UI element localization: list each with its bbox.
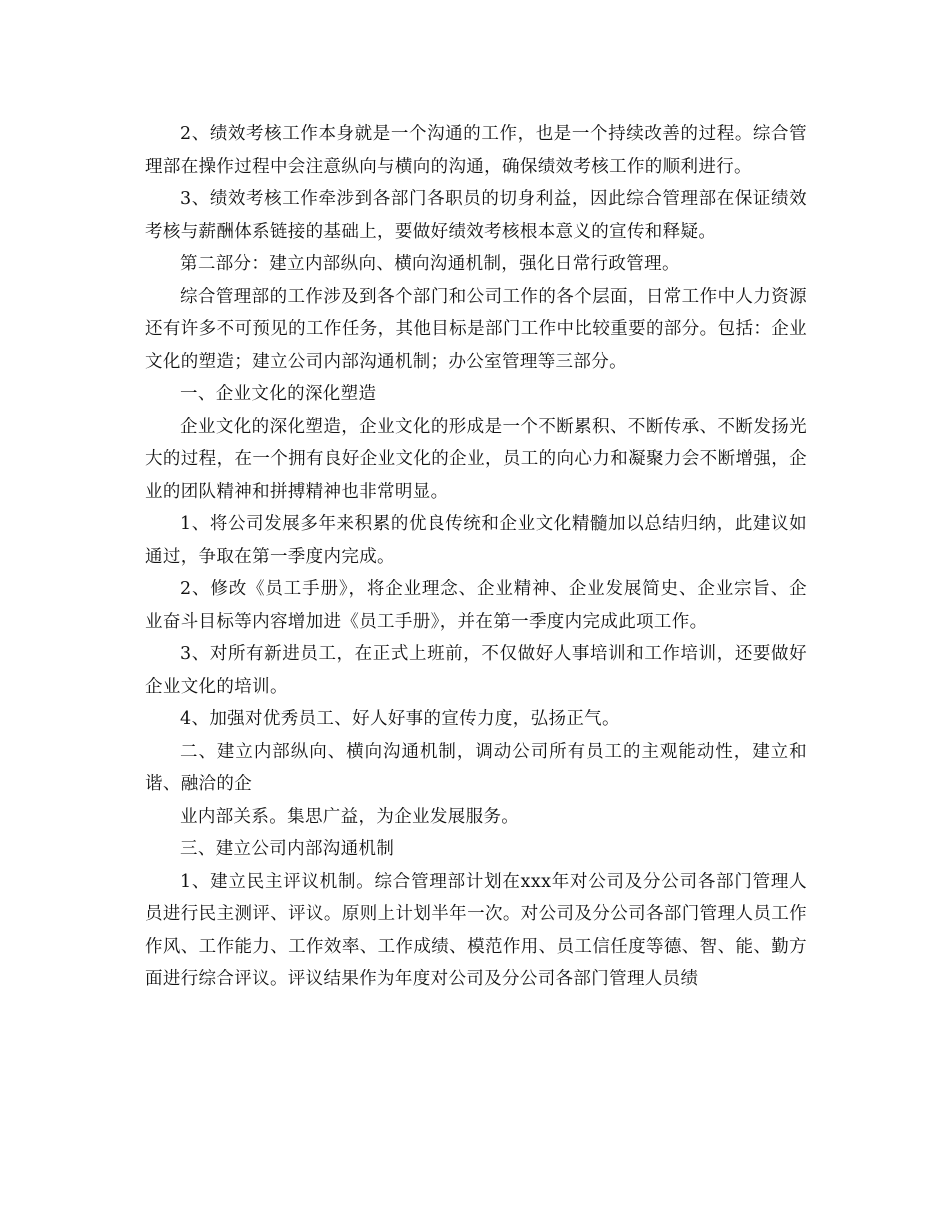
subsection-heading: 二、建立内部纵向、横向沟通机制，调动公司所有员工的主观能动性，建立和谐、融洽的企	[145, 741, 807, 794]
list-item: 1、将公司发展多年来积累的优良传统和企业文化精髓加以总结归纳，此建议如通过，争取在第一季度内完成。	[145, 514, 807, 567]
list-item: 2、修改《员工手册》，将企业理念、企业精神、企业发展简史、企业宗旨、企业奋斗目标等内容增加进《员工手册》，并在第一季度内完成此项工作。	[145, 579, 807, 632]
list-item: 4、加强对优秀员工、好人好事的宣传力度，弘扬正气。	[180, 709, 620, 729]
list-item: 3、对所有新进员工，在正式上班前，不仅做好人事培训和工作培训，还要做好企业文化的培训。	[145, 644, 807, 697]
document-body	[145, 118, 807, 996]
section-heading: 第二部分：建立内部纵向、横向沟通机制，强化日常行政管理。	[180, 254, 680, 274]
subsection-heading: 一、企业文化的深化塑造	[180, 384, 377, 404]
paragraph: 企业文化的深化塑造，企业文化的形成是一个不断累积、不断传承、不断发扬光大的过程，在一个拥有良好企业文化的企业，员工的向心力和凝聚力会不断增强，企业的团队精神和拼搏精神也非常明显。	[145, 416, 807, 502]
paragraph: 2、绩效考核工作本身就是一个沟通的工作，也是一个持续改善的过程。综合管理部在操作过程中会注意纵向与横向的沟通，确保绩效考核工作的顺利进行。	[145, 124, 807, 177]
paragraph: 业内部关系。集思广益，为企业发展服务。	[180, 806, 520, 827]
subsection-heading: 三、建立公司内部沟通机制	[180, 839, 395, 859]
paragraph: 综合管理部的工作涉及到各个部门和公司工作的各个层面，日常工作中人力资源还有许多不可预见的工作任务，其他目标是部门工作中比较重要的部分。包括：企业文化的塑造；建立公司内部沟通机制；办公室管理等三部分。	[145, 286, 807, 372]
list-item: 1、建立民主评议机制。综合管理部计划在xxx年对公司及分公司各部门管理人员进行民主测评、评议。原则上计划半年一次。对公司及分公司各部门管理人员工作作风、工作能力、工作效率、工作成绩、模范作用、员工信任度等德、智、能、勤方面进行综合评议。评议结果作为年度对公司及分公司各部门管理人员绩	[145, 871, 807, 989]
paragraph: 3、绩效考核工作牵涉到各部门各职员的切身利益，因此综合管理部在保证绩效考核与薪酬体系链接的基础上，要做好绩效考核根本意义的宣传和释疑。	[145, 189, 807, 242]
